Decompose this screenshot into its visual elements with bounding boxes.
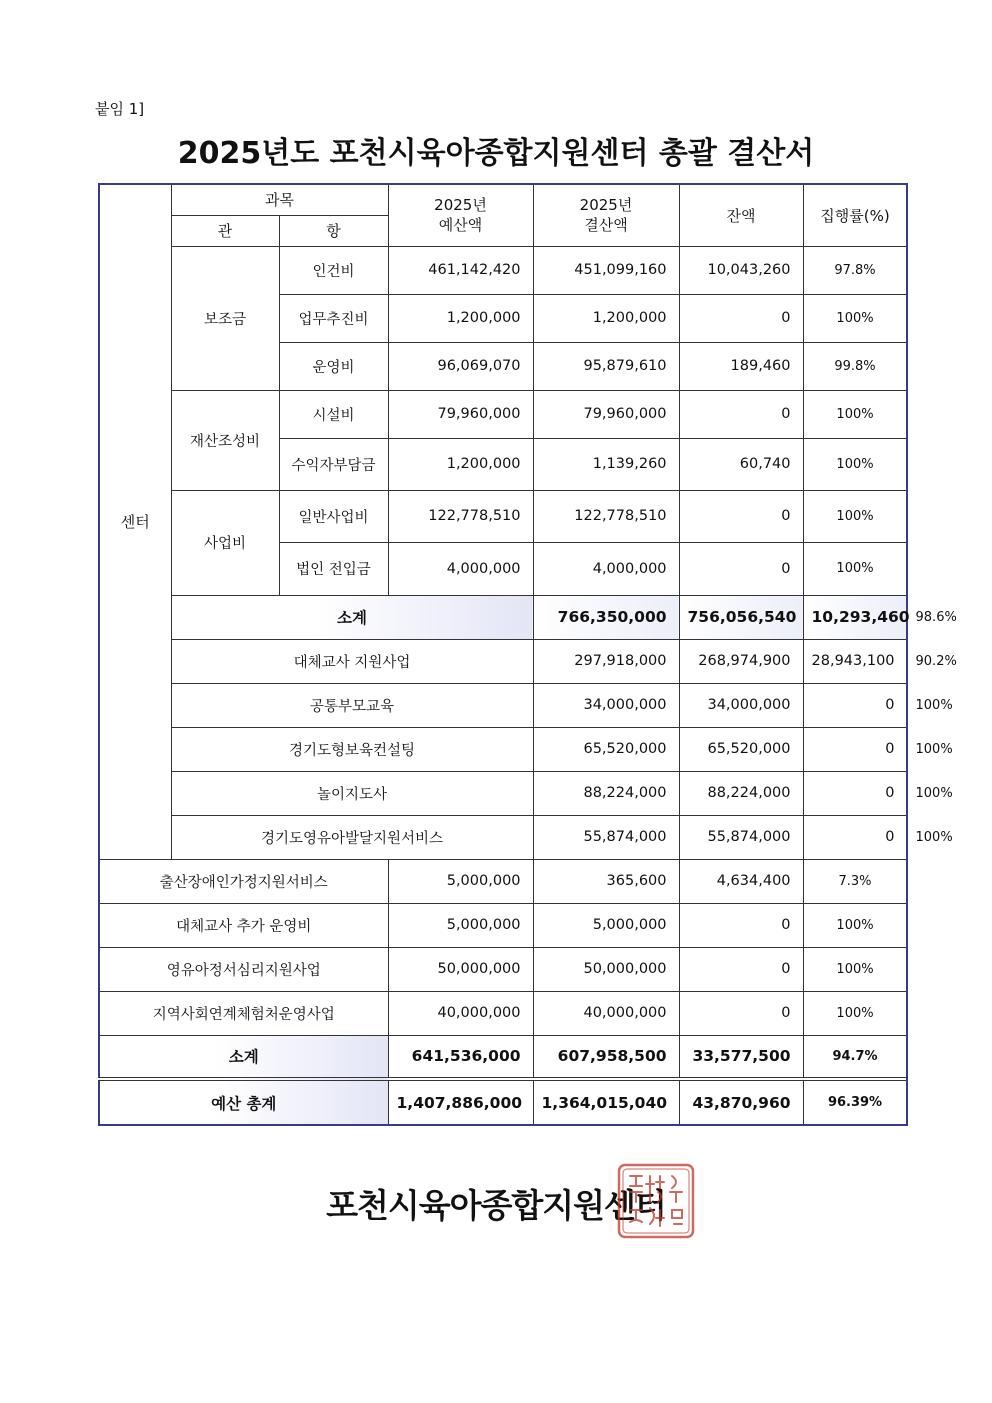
budget-cell: 79,960,000 [388,390,533,438]
balance-cell: 10,293,460 [803,595,907,639]
hang-cell: 법인 전입금 [279,542,388,595]
balance-cell: 0 [679,903,803,947]
attachment-label: 붙임 1] [95,100,145,118]
settlement-cell: 607,958,500 [533,1035,679,1079]
budget-cell: 1,200,000 [388,438,533,490]
budget-cell: 5,000,000 [388,903,533,947]
balance-cell: 0 [679,490,803,542]
gwan-cell: 보조금 [171,246,279,390]
settlement-cell: 268,974,900 [679,639,803,683]
project-name: 놀이지도사 [171,771,533,815]
grand-total-row [99,1079,907,1125]
settlement-cell: 79,960,000 [533,390,679,438]
project-name: 대체교사 지원사업 [171,639,533,683]
balance-cell: 4,634,400 [679,859,803,903]
budget-cell: 34,000,000 [533,683,679,727]
project-name: 지역사회연계체험처운영사업 [99,991,388,1035]
balance-cell: 0 [679,991,803,1035]
budget-cell: 65,520,000 [533,727,679,771]
hang-cell: 일반사업비 [279,490,388,542]
gwan-header: 관 [171,215,279,246]
subtotal-row [99,1035,907,1079]
settlement-header: 2025년 결산액 [533,184,679,246]
balance-cell: 0 [679,947,803,991]
project-name: 출산장애인가정지원서비스 [99,859,388,903]
settlement-cell: 365,600 [533,859,679,903]
balance-cell: 60,740 [679,438,803,490]
settlement-cell: 122,778,510 [533,490,679,542]
project-name: 대체교사 추가 운영비 [99,903,388,947]
budget-cell: 40,000,000 [388,991,533,1035]
table-row [99,903,907,947]
balance-cell: 0 [803,771,907,815]
table-row [99,390,907,438]
settlement-cell: 756,056,540 [679,595,803,639]
budget-cell: 641,536,000 [388,1035,533,1079]
settlement-cell: 1,200,000 [533,294,679,342]
hang-cell: 인건비 [279,246,388,294]
balance-cell: 43,870,960 [679,1079,803,1125]
settlement-cell: 1,139,260 [533,438,679,490]
settlement-cell: 50,000,000 [533,947,679,991]
rate-cell: 100% [803,294,907,342]
rate-cell: 99.8% [803,342,907,390]
rate-cell: 100% [803,490,907,542]
category-header: 과목 [171,184,388,215]
hang-cell: 업무추진비 [279,294,388,342]
balance-cell: 0 [803,683,907,727]
document-title: 2025년도 포천시육아종합지원센터 총괄 결산서 [177,136,815,171]
gwan-cell: 재산조성비 [171,390,279,490]
rate-cell: 100% [803,542,907,595]
project-name: 경기도형보육컨설팅 [171,727,533,771]
budget-header: 2025년 예산액 [388,184,533,246]
balance-cell: 0 [803,727,907,771]
settlement-cell: 4,000,000 [533,542,679,595]
budget-cell: 96,069,070 [388,342,533,390]
rate-cell: 96.39% [803,1079,907,1125]
budget-cell: 55,874,000 [533,815,679,859]
budget-cell: 88,224,000 [533,771,679,815]
settlement-cell: 1,364,015,040 [533,1079,679,1125]
project-name: 공통부모교육 [171,683,533,727]
rate-cell: 100% [803,947,907,991]
table-row: 경기도영유아발달지원서비스 55,874,000 55,874,000 0 100% [99,815,907,859]
rate-cell: 100% [803,991,907,1035]
project-name: 영유아정서심리지원사업 [99,947,388,991]
settlement-cell: 451,099,160 [533,246,679,294]
budget-cell: 5,000,000 [388,859,533,903]
balance-cell: 0 [679,294,803,342]
budget-cell: 50,000,000 [388,947,533,991]
hang-cell: 수익자부담금 [279,438,388,490]
official-seal-icon [616,1162,696,1240]
table-row [99,246,907,294]
grand-total-label: 예산 총계 [99,1079,388,1125]
rate-cell: 100% [803,903,907,947]
subtotal-row: 소계 766,350,000 756,056,540 10,293,460 98.6% [99,595,907,639]
balance-cell: 28,943,100 [803,639,907,683]
settlement-table [98,183,957,1126]
settlement-cell: 88,224,000 [679,771,803,815]
table-row: 놀이지도사 88,224,000 88,224,000 0 100% [99,771,907,815]
rate-cell: 100% [803,438,907,490]
rate-cell: 97.8% [803,246,907,294]
budget-cell: 766,350,000 [533,595,679,639]
settlement-cell: 34,000,000 [679,683,803,727]
subtotal-label: 소계 [99,1035,388,1079]
budget-cell: 122,778,510 [388,490,533,542]
organization-name: 포천시육아종합지원센터 [326,1186,666,1225]
budget-cell: 1,407,886,000 [388,1079,533,1125]
table-row: 경기도형보육컨설팅 65,520,000 65,520,000 0 100% [99,727,907,771]
table-row [99,490,907,542]
settlement-cell: 40,000,000 [533,991,679,1035]
table-row: 대체교사 지원사업 297,918,000 268,974,900 28,943,100 90.2% [99,639,907,683]
balance-cell: 0 [803,815,907,859]
budget-cell: 4,000,000 [388,542,533,595]
hang-cell: 운영비 [279,342,388,390]
settlement-cell: 5,000,000 [533,903,679,947]
rate-cell: 100% [803,390,907,438]
balance-cell: 189,460 [679,342,803,390]
hang-cell: 시설비 [279,390,388,438]
balance-cell: 0 [679,390,803,438]
center-label: 센터 [99,184,171,859]
settlement-cell: 55,874,000 [679,815,803,859]
balance-cell: 0 [679,542,803,595]
gwan-cell: 사업비 [171,490,279,595]
rate-header: 집행률(%) [803,184,907,246]
balance-cell: 10,043,260 [679,246,803,294]
rate-cell: 7.3% [803,859,907,903]
settlement-cell: 95,879,610 [533,342,679,390]
table-row: 공통부모교육 34,000,000 34,000,000 0 100% [99,683,907,727]
project-name: 경기도영유아발달지원서비스 [171,815,533,859]
budget-cell: 461,142,420 [388,246,533,294]
table-row [99,947,907,991]
budget-cell: 1,200,000 [388,294,533,342]
table-row [99,991,907,1035]
settlement-cell: 65,520,000 [679,727,803,771]
subtotal-label: 소계 [171,595,533,639]
table-row [99,859,907,903]
budget-cell: 297,918,000 [533,639,679,683]
rate-cell: 94.7% [803,1035,907,1079]
balance-header: 잔액 [679,184,803,246]
balance-cell: 33,577,500 [679,1035,803,1079]
hang-header: 항 [279,215,388,246]
